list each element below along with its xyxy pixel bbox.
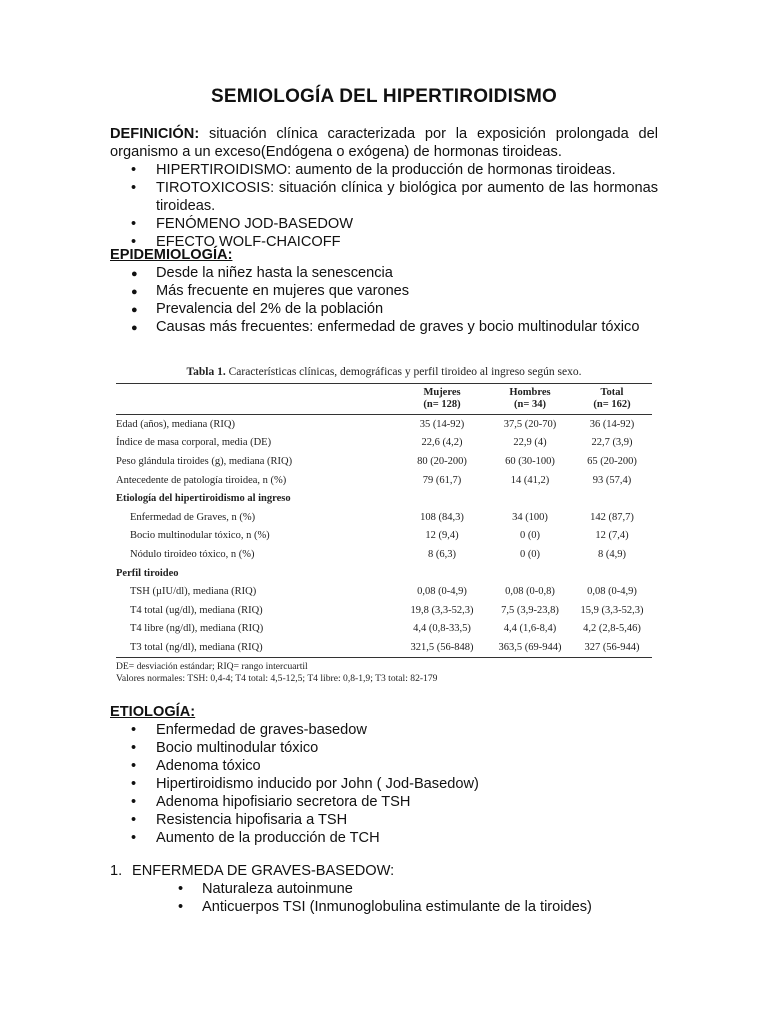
graves-title: ENFERMEDA DE GRAVES-BASEDOW: xyxy=(132,863,395,879)
list-item-text: Resistencia hipofisaria a TSH xyxy=(156,812,348,828)
graves-heading xyxy=(110,862,658,880)
list-item xyxy=(110,161,658,179)
table-caption xyxy=(116,366,652,378)
graves-section xyxy=(110,862,658,916)
page-title: SEMIOLOGÍA DEL HIPERTIROIDISMO xyxy=(211,86,557,107)
bullet-icon: • xyxy=(178,899,184,915)
bullet-icon: ● xyxy=(131,286,138,298)
table-caption-text: Características clínicas, demográficas y perfil tiroideo al ingreso según sexo. xyxy=(225,366,582,378)
graves-number: 1. xyxy=(110,863,123,879)
table-row-label: TSH (µIU/dl), mediana (RIQ) xyxy=(130,586,257,598)
table-row-label: Edad (años), mediana (RIQ) xyxy=(116,418,235,430)
table-row-label: Peso glándula tiroides (g), mediana (RIQ) xyxy=(116,455,293,467)
bullet-icon: • xyxy=(131,722,137,738)
etiologia-list xyxy=(110,721,658,847)
table-cell: 79 (61,7) xyxy=(422,474,462,486)
table-row xyxy=(116,545,652,564)
etiologia-heading: ETIOLOGÍA: xyxy=(110,704,196,720)
table-row xyxy=(116,415,652,434)
bullet-icon: ● xyxy=(131,322,138,334)
table-cell: 80 (20-200) xyxy=(417,455,467,467)
list-item-text: Enfermedad de graves-basedow xyxy=(156,722,367,738)
table-group-label: Perfil tiroideo xyxy=(116,567,179,579)
table-row xyxy=(116,620,652,639)
table-row-label: T4 libre (ng/dl), mediana (RIQ) xyxy=(130,623,264,635)
epidemiologia-heading: EPIDEMIOLOGÍA: xyxy=(110,247,233,263)
table-cell: 12 (9,4) xyxy=(425,530,459,542)
table-group-label: Etiología del hipertiroidismo al ingreso xyxy=(116,493,291,505)
table-cell: 8 (6,3) xyxy=(428,548,456,560)
list-item-text: EFECTO WOLF-CHAICOFF xyxy=(156,234,341,250)
table-row xyxy=(116,638,652,657)
list-item xyxy=(110,282,658,300)
bullet-icon: • xyxy=(131,830,137,846)
table-cell: 327 (56-944) xyxy=(584,641,640,653)
list-item-text: TIROTOXICOSIS: situación clínica y biológica por aumento de las hormonas tiroideas. xyxy=(156,180,658,214)
table-note: DE= desviación estándar; RIQ= rango intercuartil xyxy=(116,660,308,672)
table-row xyxy=(116,601,652,620)
list-item-text: Prevalencia del 2% de la población xyxy=(156,301,384,317)
definicion-text: situación clínica caracterizada por la exposición prolongada del organismo a un exceso(Endógena o exógena) de hormonas tiroideas. xyxy=(110,126,658,160)
table-row-label: T4 total (ug/dl), mediana (RIQ) xyxy=(130,604,263,616)
table-group-row xyxy=(116,564,652,583)
list-item xyxy=(110,264,658,282)
list-item-text: HIPERTIROIDISMO: aumento de la producción de hormonas tiroideas. xyxy=(156,162,616,178)
list-item xyxy=(110,318,658,336)
definicion-list xyxy=(110,161,658,251)
bullet-icon: • xyxy=(131,162,137,178)
table-row-label: Enfermedad de Graves, n (%) xyxy=(130,511,256,523)
epidemiologia-list xyxy=(110,264,658,336)
list-item-text: Causas más frecuentes: enfermedad de graves y bocio multinodular tóxico xyxy=(156,319,640,335)
bullet-icon: • xyxy=(131,216,137,232)
table-cell: 14 (41,2) xyxy=(510,474,550,486)
list-item xyxy=(110,215,658,233)
table-row-label: Índice de masa corporal, media (DE) xyxy=(116,437,272,449)
definicion-section xyxy=(110,125,658,251)
table-header-cell: Mujeres (n= 128) xyxy=(423,387,461,410)
list-item xyxy=(110,793,658,811)
list-item xyxy=(178,880,658,898)
table-row-label: Antecedente de patología tiroidea, n (%) xyxy=(116,474,287,486)
table-row xyxy=(116,471,652,490)
list-item xyxy=(110,739,658,757)
table-header-cell: Hombres (n= 34) xyxy=(509,387,551,410)
table-cell: 363,5 (69-944) xyxy=(498,641,562,653)
table-group-row xyxy=(116,489,652,508)
table-cell: 12 (7,4) xyxy=(595,530,629,542)
table-cell: 35 (14-92) xyxy=(419,418,465,430)
graves-list xyxy=(178,880,658,916)
table-cell: 22,7 (3,9) xyxy=(591,437,633,449)
list-item-text: Aumento de la producción de TCH xyxy=(156,830,380,846)
list-item-text: Anticuerpos TSI (Inmunoglobulina estimulante de la tiroides) xyxy=(202,899,592,915)
list-item xyxy=(110,757,658,775)
table-cell: 60 (30-100) xyxy=(505,455,555,467)
table-figure xyxy=(116,366,652,685)
table-row-label: Nódulo tiroideo tóxico, n (%) xyxy=(130,548,255,560)
list-item-text: FENÓMENO JOD-BASEDOW xyxy=(156,216,354,232)
epidemiologia-section xyxy=(110,246,658,336)
table-header-cell: Total (n= 162) xyxy=(593,387,631,410)
table-header-empty xyxy=(116,384,396,414)
bullet-icon: • xyxy=(131,740,137,756)
table-cell: 321,5 (56-848) xyxy=(410,641,474,653)
table-cell: 8 (4,9) xyxy=(598,548,626,560)
table-cell: 22,6 (4,2) xyxy=(421,437,463,449)
table-cell: 142 (87,7) xyxy=(590,511,634,523)
list-item xyxy=(110,775,658,793)
table-cell: 7,5 (3,9-23,8) xyxy=(501,604,559,616)
list-item-text: Bocio multinodular tóxico xyxy=(156,740,319,756)
table-row xyxy=(116,452,652,471)
table-cell: 19,8 (3,3-52,3) xyxy=(410,604,474,616)
table-row-label: T3 total (ng/dl), mediana (RIQ) xyxy=(130,641,263,653)
table-row xyxy=(116,527,652,546)
list-item-text: Hipertiroidismo inducido por John ( Jod-Basedow) xyxy=(156,776,479,792)
list-item xyxy=(110,829,658,847)
table-notes xyxy=(116,661,652,685)
etiologia-section xyxy=(110,703,658,847)
list-item xyxy=(178,898,658,916)
table-cell: 65 (20-200) xyxy=(587,455,637,467)
table-caption-label: Tabla 1. xyxy=(186,366,226,378)
table-cell: 4,2 (2,8-5,46) xyxy=(583,623,641,635)
table-cell: 0,08 (0-4,9) xyxy=(417,586,467,598)
table-cell: 0,08 (0-4,9) xyxy=(587,586,637,598)
list-item-text: Adenoma tóxico xyxy=(156,758,261,774)
table-cell: 36 (14-92) xyxy=(589,418,635,430)
bullet-icon: • xyxy=(131,776,137,792)
bullet-icon: ● xyxy=(131,268,138,280)
list-item xyxy=(110,811,658,829)
clinical-table-body xyxy=(116,415,652,657)
table-note: Valores normales: TSH: 0,4-4; T4 total: 4,5-12,5; T4 libre: 0,8-1,9; T3 total: 82-179 xyxy=(116,672,438,684)
table-cell: 0 (0) xyxy=(519,548,541,560)
table-cell: 15,9 (3,3-52,3) xyxy=(580,604,644,616)
table-cell: 4,4 (0,8-33,5) xyxy=(413,623,471,635)
list-item xyxy=(110,179,658,215)
bullet-icon: • xyxy=(131,180,137,196)
list-item xyxy=(110,721,658,739)
bullet-icon: • xyxy=(131,812,137,828)
definicion-paragraph xyxy=(110,125,658,161)
bullet-icon: • xyxy=(131,234,137,250)
bullet-icon: • xyxy=(131,758,137,774)
table-cell: 4,4 (1,6-8,4) xyxy=(503,623,557,635)
list-item-text: Adenoma hipofisiario secretora de TSH xyxy=(156,794,411,810)
list-item xyxy=(110,300,658,318)
table-row-label: Bocio multinodular tóxico, n (%) xyxy=(130,530,270,542)
table-row xyxy=(116,508,652,527)
table-cell: 108 (84,3) xyxy=(420,511,464,523)
table-cell: 37,5 (20-70) xyxy=(503,418,557,430)
bullet-icon: • xyxy=(131,794,137,810)
table-row xyxy=(116,434,652,453)
bullet-icon: ● xyxy=(131,304,138,316)
table-cell: 34 (100) xyxy=(512,511,548,523)
table-header-row xyxy=(116,384,652,414)
table-cell: 93 (57,4) xyxy=(592,474,632,486)
bullet-icon: • xyxy=(178,881,184,897)
table-cell: 0 (0) xyxy=(519,530,541,542)
list-item-text: Naturaleza autoinmune xyxy=(202,881,353,897)
table-row xyxy=(116,582,652,601)
clinical-table xyxy=(116,384,652,414)
table-cell: 22,9 (4) xyxy=(513,437,547,449)
table-bottom-rule xyxy=(116,657,652,658)
list-item-text: Desde la niñez hasta la senescencia xyxy=(156,265,393,281)
definicion-label: DEFINICIÓN: xyxy=(110,126,200,142)
table-cell: 0,08 (0-0,8) xyxy=(505,586,555,598)
list-item-text: Más frecuente en mujeres que varones xyxy=(156,283,410,299)
